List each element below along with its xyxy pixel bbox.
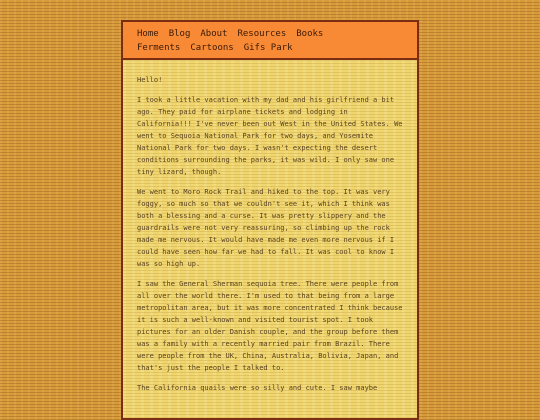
- nav-link-books[interactable]: Books: [296, 29, 324, 39]
- post-paragraph-2: We went to Moro Rock Trail and hiked to the top. It was very foggy, so much so that we couldn't see it, which I think was both a blessing and a curse. It was pretty slippery and the guardrails were not very reassuring, so climbing up the rock made me nervous. It would have made me even more nervous if I could have seen how far we had to fall. It was cool to know I was so high up.: [137, 188, 395, 268]
- top-navigation: [123, 22, 417, 60]
- nav-link-resources[interactable]: Resources: [237, 29, 287, 39]
- post-paragraph-1: I took a little vacation with my dad and his girlfriend a bit ago. They paid for airplane tickets and lodging in California!!! I've never been out West in the United States. We went to Sequoia National Park for two days, and Yosemite National Park for two days. I wasn't expecting the desert conditions surrounding the parks, it was wild. I only saw one tiny lizard, though.: [137, 96, 403, 176]
- nav-link-home[interactable]: Home: [137, 29, 159, 39]
- nav-link-gifs-park[interactable]: Gifs Park: [243, 43, 293, 53]
- nav-link-cartoons[interactable]: Cartoons: [190, 43, 234, 53]
- nav-link-blog[interactable]: Blog: [168, 29, 191, 39]
- post-paragraph-4: The California quails were so silly and cute. I saw maybe: [137, 384, 378, 392]
- nav-row-1: [137, 27, 403, 41]
- post-greeting: Hello!: [137, 76, 163, 84]
- nav-row-2: [137, 41, 403, 55]
- blog-post-body: [123, 60, 417, 394]
- nav-link-ferments[interactable]: Ferments: [137, 43, 181, 53]
- post-paragraph-3: I saw the General Sherman sequoia tree. There were people from all over the world there. I'm used to that being from a large metropolitan area, but it was more concentrated I think because it is such a well-known and visited tourist spot. I took pictures for an older Danish couple, and the group before them was a family with a recently married pair from Brazil. There were people from the UK, China, Australia, Bolivia, Japan, and that's just the people I talked to.: [137, 280, 403, 372]
- nav-link-about[interactable]: About: [200, 29, 228, 39]
- page-container: [121, 20, 419, 420]
